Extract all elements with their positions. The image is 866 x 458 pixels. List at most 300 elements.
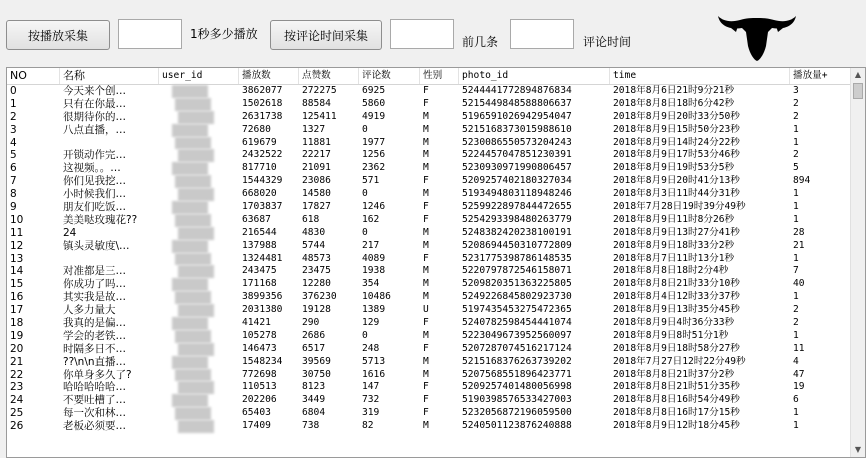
- top-n-label: 前几条: [462, 35, 499, 49]
- cell-time: 2018年8月9日20时41分13秒: [613, 175, 740, 187]
- cell-time: 2018年8月9日4时36分33秒: [613, 317, 735, 329]
- cell-time: 2018年7月28日19时39分49秒: [613, 201, 746, 213]
- cell-play-plus: 11: [793, 342, 805, 354]
- cell-gender: M: [423, 265, 429, 277]
- redacted-user-id: [172, 162, 208, 175]
- cell-time: 2018年8月9日13时27分41秒: [613, 226, 740, 238]
- cell-play-plus: 2: [793, 304, 799, 316]
- table-row[interactable]: [7, 394, 853, 407]
- column-header-likes[interactable]: 点赞数: [299, 68, 359, 84]
- cell-time: 2018年8月9日17时53分46秒: [613, 149, 740, 161]
- cell-no: 1: [10, 97, 17, 110]
- cell-no: 2: [10, 110, 17, 123]
- cell-comments: 571: [362, 175, 380, 187]
- cell-plays: 137988: [242, 239, 277, 251]
- cell-photo-id: 5232056872196059500: [462, 407, 572, 419]
- cell-play-plus: 2: [793, 97, 799, 109]
- redacted-user-id: [178, 304, 214, 317]
- redacted-user-id: [178, 265, 214, 278]
- cell-likes: 21091: [302, 162, 331, 174]
- cell-no: 4: [10, 136, 17, 149]
- comment-time-input[interactable]: [510, 19, 574, 49]
- video-data-grid[interactable]: [6, 67, 866, 458]
- cell-play-plus: 47: [793, 368, 805, 380]
- cell-gender: F: [423, 394, 429, 406]
- table-row[interactable]: [7, 317, 853, 330]
- cell-name: 每一次和林…: [63, 407, 126, 420]
- table-row[interactable]: [7, 304, 853, 317]
- cell-no: 12: [10, 239, 24, 252]
- cell-name: 24: [63, 226, 77, 239]
- cell-plays: 105278: [242, 329, 277, 341]
- cell-comments: 248: [362, 342, 380, 354]
- cell-no: 10: [10, 213, 24, 226]
- cell-no: 11: [10, 226, 24, 239]
- cell-gender: M: [423, 239, 429, 251]
- cell-photo-id: 5230930971990806457: [462, 162, 572, 174]
- cell-gender: M: [423, 329, 429, 341]
- redacted-user-id: [178, 343, 214, 356]
- cell-plays: 243475: [242, 265, 277, 277]
- redacted-user-id: [175, 214, 211, 227]
- cell-comments: 129: [362, 317, 380, 329]
- cell-gender: M: [423, 162, 429, 174]
- cell-time: 2018年8月9日20时33分50秒: [613, 110, 740, 122]
- cell-play-plus: 28: [793, 226, 805, 238]
- cell-time: 2018年8月9日15时50分23秒: [613, 123, 740, 135]
- cell-likes: 1327: [302, 123, 326, 135]
- table-row[interactable]: [7, 175, 853, 188]
- cell-play-plus: 2: [793, 149, 799, 161]
- cell-name: 你们见我挖…: [63, 175, 126, 188]
- cell-photo-id: 5259922897844472655: [462, 201, 572, 213]
- cell-no: 9: [10, 201, 17, 214]
- cell-play-plus: 2: [793, 317, 799, 329]
- cell-likes: 6517: [302, 342, 326, 354]
- cell-name: 朋友们吃饭…: [63, 201, 126, 214]
- cell-no: 25: [10, 407, 24, 420]
- redacted-user-id: [172, 124, 208, 137]
- cell-no: 23: [10, 381, 24, 394]
- cell-likes: 290: [302, 317, 320, 329]
- cell-plays: 1324481: [242, 252, 283, 264]
- table-row[interactable]: [7, 330, 853, 343]
- cell-plays: 1544329: [242, 175, 283, 187]
- redacted-user-id: [172, 85, 208, 98]
- cell-likes: 19128: [302, 304, 331, 316]
- redacted-user-id: [175, 291, 211, 304]
- cell-likes: 48573: [302, 252, 331, 264]
- cell-play-plus: 1: [793, 213, 799, 225]
- redacted-user-id: [178, 227, 214, 240]
- cell-gender: M: [423, 368, 429, 380]
- cell-gender: M: [423, 420, 429, 432]
- cell-name: [60, 253, 159, 266]
- cell-likes: 12280: [302, 278, 331, 290]
- cell-gender: M: [423, 291, 429, 303]
- cell-comments: 1256: [362, 149, 386, 161]
- cell-time: 2018年8月9日12时18分45秒: [613, 420, 740, 432]
- cell-no: 8: [10, 188, 17, 201]
- cell-no: 19: [10, 329, 24, 342]
- cell-photo-id: 5240782598454441074: [462, 317, 572, 329]
- cell-photo-id: 5230086550573204243: [462, 136, 572, 148]
- cell-play-plus: 1: [793, 201, 799, 213]
- redacted-user-id: [178, 149, 214, 162]
- table-row[interactable]: [7, 188, 853, 201]
- cell-time: 2018年8月9日11时8分26秒: [613, 213, 735, 225]
- cell-gender: F: [423, 97, 429, 109]
- cell-play-plus: 7: [793, 265, 799, 277]
- cell-photo-id: 5209257401480056998: [462, 381, 572, 393]
- play-collect-button[interactable]: 按播放采集: [6, 20, 110, 50]
- table-row[interactable]: [7, 291, 853, 304]
- cell-play-plus: 6: [793, 394, 799, 406]
- cell-plays: 110513: [242, 381, 277, 393]
- cell-no: 21: [10, 355, 24, 368]
- cell-time: 2018年8月4日12时33分37秒: [613, 291, 740, 303]
- cell-time: 2018年8月8日16时54分49秒: [613, 394, 740, 406]
- cell-name: 我真的是偏…: [63, 317, 126, 330]
- cell-play-plus: 1: [793, 420, 799, 432]
- column-header-gender[interactable]: 性别: [420, 68, 459, 84]
- cell-photo-id: 5215449848588806637: [462, 97, 572, 109]
- table-row[interactable]: [7, 98, 853, 111]
- cell-time: 2018年8月9日19时53分5秒: [613, 162, 735, 174]
- cell-name: 这视频。。…: [63, 162, 121, 175]
- cell-no: 16: [10, 291, 24, 304]
- cell-photo-id: 5209257402180327034: [462, 175, 572, 187]
- cell-play-plus: 894: [793, 175, 811, 187]
- cell-no: 5: [10, 149, 17, 162]
- cell-no: 3: [10, 123, 17, 136]
- play-threshold-label: 1秒多少播放: [190, 27, 258, 41]
- cell-plays: 619679: [242, 136, 277, 148]
- redacted-user-id: [175, 253, 211, 266]
- cell-photo-id: 5209820351363225805: [462, 278, 572, 290]
- cell-likes: 376230: [302, 291, 337, 303]
- cell-play-plus: 19: [793, 381, 805, 393]
- redacted-user-id: [172, 278, 208, 291]
- cell-play-plus: 3: [793, 85, 799, 96]
- cell-gender: F: [423, 317, 429, 329]
- cell-comments: 319: [362, 407, 380, 419]
- cell-name: 八点直播，…: [63, 123, 126, 136]
- cell-plays: 772698: [242, 368, 277, 380]
- cell-photo-id: 5197435453275472365: [462, 304, 572, 316]
- cell-gender: M: [423, 136, 429, 148]
- redacted-user-id: [175, 175, 211, 188]
- cell-play-plus: 1: [793, 329, 799, 341]
- cell-likes: 30750: [302, 368, 331, 380]
- bull-head-icon: [716, 10, 798, 62]
- cell-no: 0: [10, 85, 17, 97]
- cell-name: 时隔多日不…: [63, 342, 126, 355]
- cell-gender: M: [423, 355, 429, 367]
- table-row[interactable]: [7, 124, 853, 137]
- vertical-scrollbar[interactable]: [850, 68, 865, 457]
- cell-likes: 125411: [302, 110, 337, 122]
- table-row[interactable]: [7, 149, 853, 162]
- cell-photo-id: 5215168373015988610: [462, 123, 572, 135]
- cell-name: 小时候我们…: [63, 188, 126, 201]
- cell-comments: 0: [362, 226, 368, 238]
- cell-name: 不要吐槽了…: [63, 394, 126, 407]
- cell-name: 你单身多久了?: [63, 368, 132, 381]
- table-row[interactable]: [7, 356, 853, 369]
- cell-photo-id: 5215168376263739202: [462, 355, 572, 367]
- cell-gender: M: [423, 110, 429, 122]
- cell-play-plus: 1: [793, 136, 799, 148]
- cell-photo-id: 5190398576533427003: [462, 394, 572, 406]
- cell-gender: U: [423, 304, 429, 316]
- cell-name: 只有在你最…: [63, 97, 126, 110]
- cell-no: 17: [10, 304, 24, 317]
- cell-comments: 10486: [362, 291, 391, 303]
- cell-gender: F: [423, 342, 429, 354]
- cell-play-plus: 40: [793, 278, 805, 290]
- table-row[interactable]: [7, 407, 853, 420]
- cell-play-plus: 4: [793, 355, 799, 367]
- redacted-user-id: [172, 240, 208, 253]
- cell-plays: 1703837: [242, 201, 283, 213]
- cell-likes: 11881: [302, 136, 331, 148]
- cell-likes: 738: [302, 420, 320, 432]
- scroll-up-icon[interactable]: ▲: [851, 68, 865, 82]
- redacted-user-id: [172, 201, 208, 214]
- cell-gender: F: [423, 201, 429, 213]
- table-row[interactable]: [7, 137, 853, 150]
- cell-play-plus: 1: [793, 252, 799, 264]
- cell-photo-id: 5224457047851230391: [462, 149, 572, 161]
- cell-plays: 3899356: [242, 291, 283, 303]
- table-row[interactable]: [7, 265, 853, 278]
- cell-comments: 6925: [362, 85, 386, 96]
- cell-likes: 23475: [302, 265, 331, 277]
- cell-name: 开锁动作完…: [63, 149, 126, 162]
- scroll-down-icon[interactable]: ▼: [851, 443, 865, 457]
- table-row[interactable]: [7, 240, 853, 253]
- cell-comments: 4089: [362, 252, 386, 264]
- cell-comments: 5860: [362, 97, 386, 109]
- redacted-user-id: [172, 317, 208, 330]
- cell-plays: 2631738: [242, 110, 283, 122]
- table-row[interactable]: [7, 278, 853, 291]
- cell-time: 2018年8月8日16时17分15秒: [613, 407, 740, 419]
- cell-comments: 1938: [362, 265, 386, 277]
- cell-comments: 1616: [362, 368, 386, 380]
- cell-likes: 88584: [302, 97, 331, 109]
- cell-gender: F: [423, 213, 429, 225]
- column-header-play-plus[interactable]: 播放量+: [790, 68, 853, 84]
- cell-no: 7: [10, 175, 17, 188]
- cell-no: 6: [10, 162, 17, 175]
- cell-likes: 618: [302, 213, 320, 225]
- redacted-user-id: [178, 381, 214, 394]
- column-header-no[interactable]: NO: [7, 68, 60, 84]
- cell-plays: 216544: [242, 226, 277, 238]
- cell-comments: 4919: [362, 110, 386, 122]
- column-header-user-id[interactable]: user_id: [159, 68, 239, 84]
- cell-name: 很期待你的…: [63, 110, 126, 123]
- cell-gender: F: [423, 85, 429, 96]
- cell-name: 你成功了吗…: [63, 278, 126, 291]
- cell-likes: 4830: [302, 226, 326, 238]
- cell-likes: 5744: [302, 239, 326, 251]
- cell-play-plus: 21: [793, 239, 805, 251]
- grid-rows: [7, 85, 853, 433]
- table-row[interactable]: [7, 227, 853, 240]
- cell-plays: 63687: [242, 213, 271, 225]
- cell-comments: 217: [362, 239, 380, 251]
- cell-photo-id: 5220797872546158071: [462, 265, 572, 277]
- cell-no: 13: [10, 252, 24, 265]
- cell-likes: 2686: [302, 329, 326, 341]
- table-row[interactable]: [7, 381, 853, 394]
- cell-photo-id: 5207287074516217124: [462, 342, 572, 354]
- cell-no: 14: [10, 265, 24, 278]
- cell-likes: 23086: [302, 175, 331, 187]
- cell-gender: M: [423, 188, 429, 200]
- cell-comments: 1246: [362, 201, 386, 213]
- cell-photo-id: 5240501123876240888: [462, 420, 572, 432]
- cell-plays: 41421: [242, 317, 271, 329]
- cell-no: 18: [10, 317, 24, 330]
- cell-play-plus: 1: [793, 188, 799, 200]
- table-row[interactable]: [7, 201, 853, 214]
- cell-name: ??\n\n直播…: [63, 355, 127, 368]
- table-row[interactable]: [7, 85, 853, 98]
- column-header-plays[interactable]: 播放数: [239, 68, 299, 84]
- cell-name: 人多力量大: [63, 304, 116, 317]
- cell-likes: 8123: [302, 381, 326, 393]
- redacted-user-id: [172, 356, 208, 369]
- cell-likes: 3449: [302, 394, 326, 406]
- column-header-photo-id[interactable]: photo_id: [459, 68, 610, 84]
- cell-name: 今天来个创…: [63, 85, 126, 97]
- cell-comments: 1977: [362, 136, 386, 148]
- cell-time: 2018年8月8日21时37分2秒: [613, 368, 735, 380]
- cell-gender: M: [423, 226, 429, 238]
- cell-comments: 82: [362, 420, 374, 432]
- cell-gender: F: [423, 175, 429, 187]
- cell-play-plus: 5: [793, 162, 799, 174]
- redacted-user-id: [178, 420, 214, 433]
- redacted-user-id: [175, 369, 211, 382]
- cell-likes: 17827: [302, 201, 331, 213]
- cell-plays: 1548234: [242, 355, 283, 367]
- cell-photo-id: 5196591026942954047: [462, 110, 572, 122]
- cell-no: 22: [10, 368, 24, 381]
- column-header-name[interactable]: 名称: [60, 68, 159, 84]
- cell-photo-id: 5208694450310772809: [462, 239, 572, 251]
- cell-likes: 14580: [302, 188, 331, 200]
- cell-name: 老板必须要…: [63, 420, 126, 433]
- cell-time: 2018年8月9日13时35分45秒: [613, 304, 740, 316]
- cell-likes: 39569: [302, 355, 331, 367]
- top-n-input[interactable]: [390, 19, 454, 49]
- cell-plays: 146473: [242, 342, 277, 354]
- cell-name: 对准都是三…: [63, 265, 126, 278]
- play-threshold-input[interactable]: [118, 19, 182, 49]
- cell-comments: 147: [362, 381, 380, 393]
- cell-time: 2018年7月27日12时22分49秒: [613, 355, 746, 367]
- cell-name: 哈哈哈哈哈…: [63, 381, 126, 394]
- cell-comments: 0: [362, 123, 368, 135]
- cell-time: 2018年8月7日11时13分1秒: [613, 252, 735, 264]
- cell-photo-id: 5193494803118948246: [462, 188, 572, 200]
- cell-gender: F: [423, 407, 429, 419]
- cell-time: 2018年8月6日21时9分21秒: [613, 85, 735, 96]
- cell-name: 镇头灵敏度\…: [63, 239, 130, 252]
- table-row[interactable]: [7, 111, 853, 124]
- cell-time: 2018年8月8日18时6分42秒: [613, 97, 735, 109]
- column-header-comments[interactable]: 评论数: [359, 68, 420, 84]
- scroll-thumb[interactable]: [853, 83, 863, 99]
- cell-comments: 5713: [362, 355, 386, 367]
- cell-plays: 202206: [242, 394, 277, 406]
- cell-gender: F: [423, 381, 429, 393]
- table-row[interactable]: [7, 343, 853, 356]
- cell-comments: 732: [362, 394, 380, 406]
- cell-time: 2018年8月8日18时2分4秒: [613, 265, 729, 277]
- cell-no: 15: [10, 278, 24, 291]
- cell-photo-id: 5223049673952560097: [462, 329, 572, 341]
- cell-time: 2018年8月9日18时33分2秒: [613, 239, 735, 251]
- table-row[interactable]: [7, 162, 853, 175]
- cell-photo-id: 5207568551896423771: [462, 368, 572, 380]
- redacted-user-id: [175, 330, 211, 343]
- cell-time: 2018年8月9日14时24分22秒: [613, 136, 740, 148]
- redacted-user-id: [178, 111, 214, 124]
- cell-play-plus: 1: [793, 407, 799, 419]
- cell-name: 美美哒玫瑰花??: [63, 213, 138, 226]
- cell-no: 20: [10, 342, 24, 355]
- cell-comments: 2362: [362, 162, 386, 174]
- cell-plays: 171168: [242, 278, 277, 290]
- redacted-user-id: [172, 394, 208, 407]
- cell-photo-id: 5248382420238100191: [462, 226, 572, 238]
- cell-time: 2018年8月3日11时44分31秒: [613, 188, 740, 200]
- table-row[interactable]: [7, 214, 853, 227]
- comment-time-collect-button[interactable]: 按评论时间采集: [270, 20, 382, 50]
- cell-plays: 2031380: [242, 304, 283, 316]
- cell-name: 学会的老铁…: [63, 329, 126, 342]
- column-header-time[interactable]: time: [610, 68, 790, 84]
- table-row[interactable]: [7, 369, 853, 382]
- cell-comments: 0: [362, 329, 368, 341]
- table-row[interactable]: [7, 253, 853, 266]
- cell-name: [60, 137, 159, 150]
- cell-likes: 22217: [302, 149, 331, 161]
- comment-time-label: 评论时间: [583, 35, 632, 49]
- cell-comments: 0: [362, 188, 368, 200]
- cell-gender: M: [423, 123, 429, 135]
- cell-plays: 3862077: [242, 85, 283, 96]
- redacted-user-id: [175, 98, 211, 111]
- cell-likes: 6804: [302, 407, 326, 419]
- table-row[interactable]: [7, 420, 853, 433]
- cell-gender: F: [423, 252, 429, 264]
- cell-gender: M: [423, 278, 429, 290]
- cell-time: 2018年8月9日18时58分27秒: [613, 342, 740, 354]
- cell-plays: 668020: [242, 188, 277, 200]
- cell-no: 24: [10, 394, 24, 407]
- cell-gender: M: [423, 149, 429, 161]
- cell-plays: 2432522: [242, 149, 283, 161]
- cell-time: 2018年8月8日21时51分35秒: [613, 381, 740, 393]
- cell-comments: 162: [362, 213, 380, 225]
